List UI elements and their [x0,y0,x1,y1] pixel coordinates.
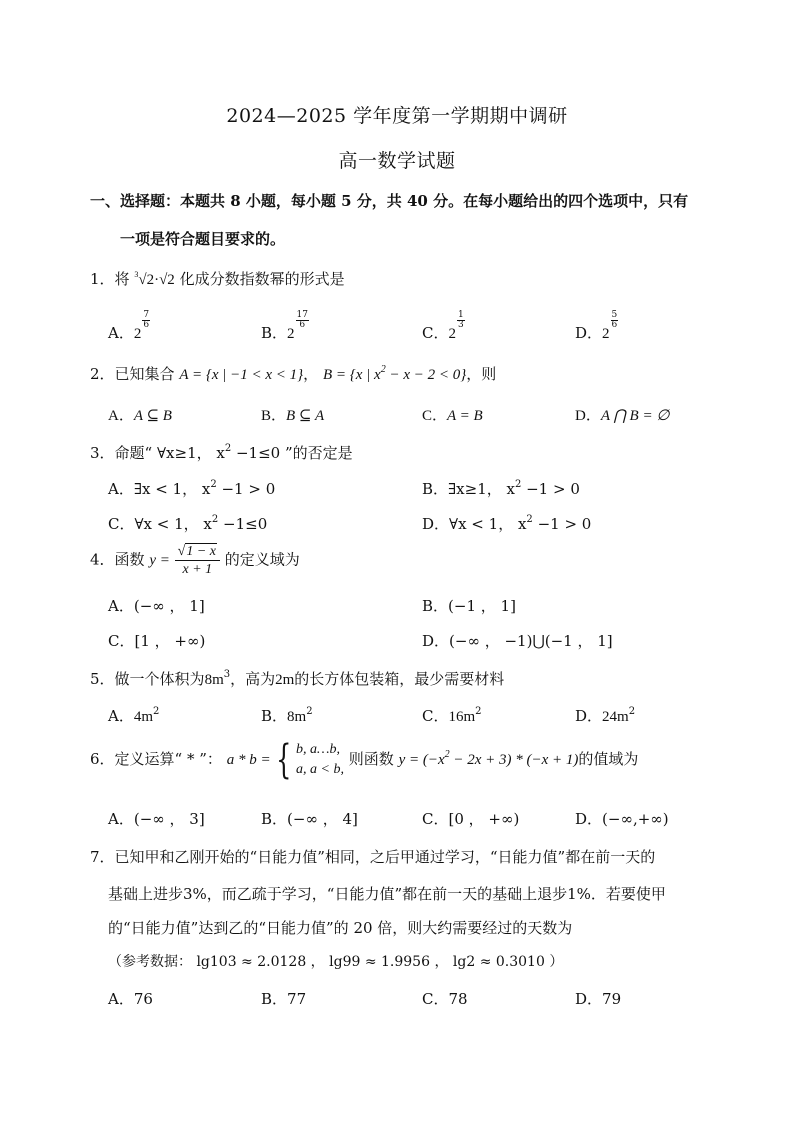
exam-title: 2024—2025 学年度第一学期期中调研 [226,105,568,127]
question-text: 化成分数指数幂的形式是 [179,270,345,288]
q4-option-b[interactable]: B．(−1 ， 1] [422,597,516,615]
question-text: 命题“ ∀x≥1， x [114,444,225,462]
question-number: 4． [90,550,115,569]
q3-option-b[interactable]: B．∃x≥1， $x^2 -1 > 0$ [422,479,580,498]
q4-option-d[interactable]: D．(−∞ ， −1)⋃(−1 ， 1] [422,632,613,650]
question-text: 定义运算“ * ”： [114,750,222,768]
exam-subtitle: 高一数学试题 [338,150,456,172]
q6-option-a[interactable]: A．(−∞ ， 3] [108,810,205,828]
q5-option-d[interactable]: D．$24m^2$ [575,706,636,725]
question-text: 的长方体包装箱，最少需要材料 [294,670,505,688]
question-text: 则函数 [348,750,394,768]
question-7-line1 [90,846,655,867]
q7-option-d[interactable]: D．79 [575,990,622,1008]
q4-option-c[interactable]: C．[1 ， +∞) [108,632,206,650]
fraction: $\frac{√1 - x}{x + 1}$ [175,543,220,578]
q4-option-a[interactable]: A．(−∞ ， 1] [108,597,205,615]
question-4: 4．函数 y = $\frac{√1 - x}{x + 1}$ 的定义域为 [90,544,300,577]
question-text: 已知集合 [114,365,175,383]
question-6: 6．定义运算“ * ”： a * b = { b, a…b, a, a < b, 则函数 $y = (-x^2 - 2x + 3) * (-x + 1)$的值域为 [90,737,639,783]
brace: { [275,737,291,783]
q6-option-c[interactable]: C．[0 ， +∞) [422,810,520,828]
question-7-line2: 基础上进步3%，而乙疏于学习，“日能力值”都在前一天的基础上退步1%．若要使甲 [108,885,666,903]
question-text: 做一个体积为 [114,670,205,688]
question-number: 2． [90,365,115,383]
q1-option-c[interactable]: C．2 $\frac{1}{3}$ [422,310,464,342]
function-expression: $y = (-x^2 - 2x + 3) * (-x + 1)$ [398,749,579,768]
question-text: 已知甲和乙刚开始的“日能力值”相同，之后甲通过学习，“日能力值”都在前一天的 [114,848,656,866]
q2-option-b[interactable]: B．B ⊆ A [261,408,325,424]
question-number: 1． [90,270,115,288]
question-text: ，则 [466,365,497,383]
set-b-expression: B = {x | $x^2 - x - 2 < 0$} [322,364,467,383]
question-text: 函数 [114,550,145,569]
q5-option-b[interactable]: B．$8m^2$ [261,706,313,725]
question-text: 将 [114,270,130,288]
q7-option-b[interactable]: B．77 [261,990,307,1008]
section-heading-line2: 一项是符合题目要求的。 [120,230,286,248]
question-7-line3: 的“日能力值”达到乙的“日能力值”的 20 倍，则大约需要经过的天数为 [108,919,573,937]
question-2: 2．已知集合 A = {x | −1 < x < 1}， B = {x | $x^2 - x - 2 < 0$}，则 [90,364,497,383]
q5-option-c[interactable]: C．$16m^2$ [422,706,482,725]
q5-option-a[interactable]: A．$4m^2$ [108,706,160,725]
math-expression: $^3$√2·√2 [134,270,175,288]
question-number: 6． [90,750,115,768]
q3-option-c[interactable]: C．∀x < 1， $x^2 -1\le 0$ [108,514,268,533]
q1-option-d[interactable]: D．2 $\frac{5}{6}$ [575,310,618,342]
question-text: 的值域为 [578,750,639,768]
q7-option-c[interactable]: C．78 [422,990,468,1008]
piecewise-cases: b, a…b, a, a < b, [296,742,344,777]
question-7-reference-data: （参考数据： lg103 ≈ 2.0128 ， lg99 ≈ 1.9956 ， lg2 ≈ 0.3010 ） [108,954,564,970]
q2-option-c[interactable]: C．A = B [422,408,483,424]
set-a-expression: A = {x | −1 < x < 1} [179,367,304,383]
q6-option-d[interactable]: D．(−∞,+∞) [575,810,669,828]
question-5: 5．做一个体积为$8m^3$，高为2m的长方体包装箱，最少需要材料 [90,669,505,688]
question-number: 7． [90,848,115,866]
question-text: ，高为 [230,670,276,688]
question-1 [90,268,345,289]
q7-option-a[interactable]: A．76 [108,990,153,1008]
section-heading-line1: 一、选择题：本题共 8 小题，每小题 5 分，共 40 分。在每小题给出的四个选项中，只有 [90,192,689,210]
q1-option-b[interactable]: B．2 $\frac{17}{6}$ [261,310,308,342]
q2-option-d[interactable]: D．A ⋂ B = ∅ [575,408,670,424]
q3-option-a[interactable]: A．∃x < 1， $x^2 -1 > 0$ [108,479,276,498]
q1-option-a[interactable]: A．2 $\frac{7}{6}$ [108,310,150,342]
question-3: 3．命题“ ∀x≥1， $x^2 -1\le 0$ ”的否定是 [90,443,353,462]
q2-option-a[interactable]: A．A ⊆ B [108,408,172,424]
question-text: −1≤0 ”的否定是 [231,444,353,462]
question-number: 3． [90,444,115,462]
question-text: 的定义域为 [224,550,300,569]
q6-option-b[interactable]: B．(−∞ ， 4] [261,810,358,828]
question-number: 5． [90,670,115,688]
q3-option-d[interactable]: D．∀x < 1， $x^2 -1 > 0$ [422,514,592,533]
